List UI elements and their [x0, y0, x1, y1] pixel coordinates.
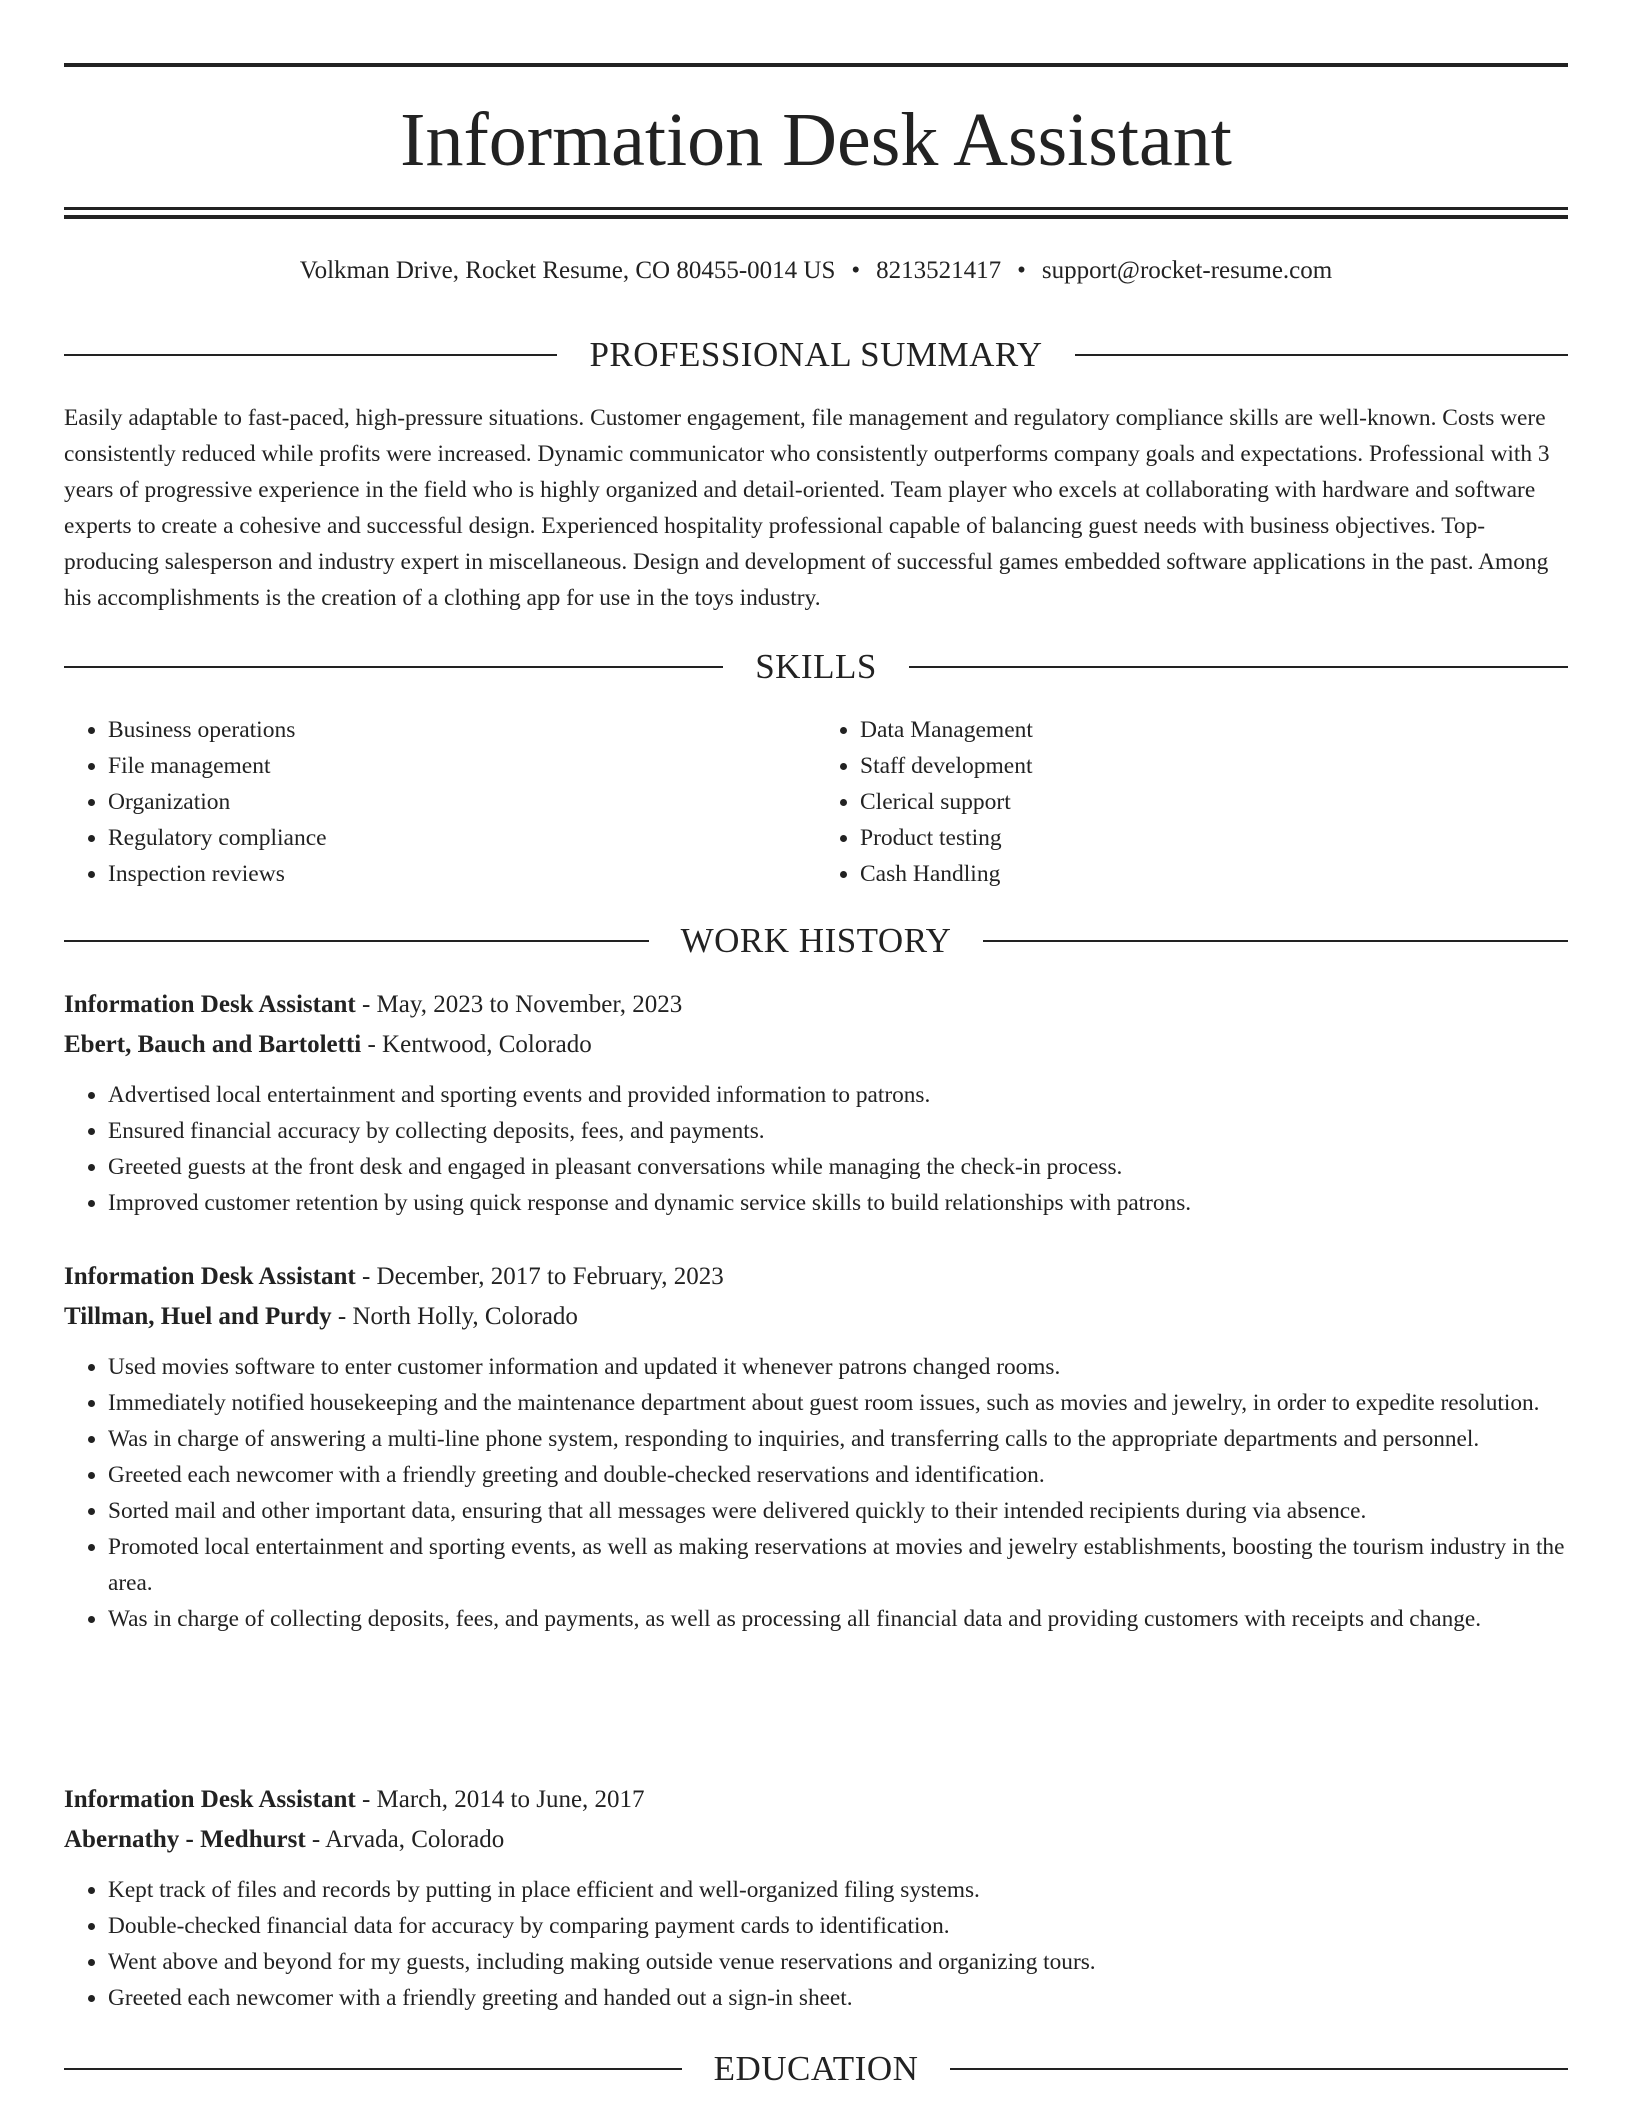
job-bullet: • Promoted local entertainment and sporting events, as well as making reservations at movies and jewelry establishments, boosting the tourism industry in the area. — [108, 1529, 1568, 1601]
contact-email: support@rocket-resume.com — [1041, 257, 1333, 284]
section-title: PROFESSIONAL SUMMARY — [589, 335, 1043, 374]
job-bullet: • Double-checked financial data for accuracy by comparing payment cards to identification. — [108, 1908, 1568, 1944]
contact-separator: • — [851, 257, 861, 284]
job-bullets — [64, 1872, 1568, 2016]
job-entry — [64, 1780, 1568, 2016]
job-bullet: • Greeted guests at the front desk and engaged in pleasant conversations while managing the check-in process. — [108, 1149, 1568, 1185]
job-company-line — [64, 1820, 1568, 1860]
job-entry — [64, 985, 1568, 1221]
summary-text: Easily adaptable to fast-paced, high-pressure situations. Customer engagement, file management and regulatory compliance skills are well-known. Costs were consistently reduced while profits were increased. Dynamic communicator who consistently outperforms company goals and expectations. Professional with 3 years of progressive experience in the field who is highly organized and detail-oriented. Team player who excels at collaborating with hardware and software experts to create a cohesive and successful design. Experienced hospitality professional capable of balancing guest needs with business objectives. Top-producing salesperson and industry expert in miscellaneous. Design and development of successful games embedded software applications in the past. Among his accomplishments is the creation of a clothing app for use in the toys industry. — [64, 405, 1550, 611]
job-bullet: • Advertised local entertainment and sporting events and provided information to patrons. — [108, 1077, 1568, 1113]
job-company: Tillman, Huel and Purdy — [64, 1303, 332, 1330]
contact-line — [64, 255, 1568, 287]
job-bullet: • Was in charge of collecting deposits, fees, and payments, as well as processing all financial data and providing customers with receipts and change. — [108, 1601, 1568, 1637]
job-entry — [64, 1257, 1568, 1637]
heading-rule-right — [983, 940, 1568, 942]
job-title-line — [64, 1257, 1568, 1297]
contact-phone: 8213521417 — [876, 257, 1002, 284]
job-company-line — [64, 1025, 1568, 1065]
job-bullet: • Improved customer retention by using quick response and dynamic service skills to build relationships with patrons. — [108, 1185, 1568, 1221]
job-bullet: • Went above and beyond for my guests, including making outside venue reservations and organizing tours. — [108, 1944, 1568, 1980]
job-company: Abernathy - Medhurst — [64, 1826, 306, 1853]
job-bullet: • Greeted each newcomer with a friendly greeting and handed out a sign-in sheet. — [108, 1980, 1568, 2016]
job-location: - Kentwood, Colorado — [361, 1031, 592, 1058]
header-bottom-rule-thick — [64, 215, 1568, 219]
heading-rule-left — [64, 2068, 682, 2070]
job-company-line — [64, 1297, 1568, 1337]
section-heading-skills — [64, 645, 1568, 689]
contact-separator: • — [1017, 257, 1026, 284]
heading-rule-right — [909, 666, 1568, 668]
job-bullet: • Greeted each newcomer with a friendly greeting and double-checked reservations and identification. — [108, 1457, 1568, 1493]
job-title: Information Desk Assistant — [64, 991, 356, 1018]
header-bottom-rule-thin — [64, 207, 1568, 210]
section-title: SKILLS — [755, 647, 877, 686]
job-bullets — [64, 1077, 1568, 1221]
job-bullet: • Was in charge of answering a multi-line phone system, responding to inquiries, and transferring calls to the appropriate departments and personnel. — [108, 1421, 1568, 1457]
job-bullet: • Immediately notified housekeeping and the maintenance department about guest room issues, such as movies and jewelry, in order to expedite resolution. — [108, 1385, 1568, 1421]
job-location: - North Holly, Colorado — [331, 1303, 578, 1330]
job-dates: - March, 2014 to June, 2017 — [355, 1786, 645, 1813]
heading-rule-right — [1075, 354, 1568, 356]
skill-item: • Inspection reviews — [108, 856, 816, 892]
skill-item: • Clerical support — [860, 784, 1568, 820]
job-title: Information Desk Assistant — [64, 1263, 356, 1290]
job-company: Ebert, Bauch and Bartoletti — [64, 1031, 362, 1058]
job-bullet: • Sorted mail and other important data, ensuring that all messages were delivered quickly to their intended recipients during via absence. — [108, 1493, 1568, 1529]
heading-rule-left — [64, 354, 557, 356]
section-heading-education — [64, 2047, 1568, 2091]
contact-address: Volkman Drive, Rocket Resume, CO 80455-0014 US — [299, 257, 836, 284]
job-bullet: • Ensured financial accuracy by collecting deposits, fees, and payments. — [108, 1113, 1568, 1149]
skills-column-left — [64, 712, 816, 892]
job-bullet: • Used movies software to enter customer information and updated it whenever patrons changed rooms. — [108, 1349, 1568, 1385]
section-heading-summary — [64, 333, 1568, 377]
job-title-line — [64, 1780, 1568, 1820]
skill-item: • Business operations — [108, 712, 816, 748]
section-title: EDUCATION — [713, 2049, 919, 2088]
job-bullet: • Kept track of files and records by putting in place efficient and well-organized filing systems. — [108, 1872, 1568, 1908]
job-bullets — [64, 1349, 1568, 1637]
skill-item: • File management — [108, 748, 816, 784]
skill-item: • Product testing — [860, 820, 1568, 856]
skill-item: • Data Management — [860, 712, 1568, 748]
skill-item: • Staff development — [860, 748, 1568, 784]
job-location: - Arvada, Colorado — [305, 1826, 505, 1853]
job-dates: - December, 2017 to February, 2023 — [355, 1263, 724, 1290]
job-dates: - May, 2023 to November, 2023 — [355, 991, 683, 1018]
skill-item: • Organization — [108, 784, 816, 820]
heading-rule-left — [64, 940, 649, 942]
heading-rule-left — [64, 666, 723, 668]
section-heading-work — [64, 919, 1568, 963]
section-title: WORK HISTORY — [680, 921, 952, 960]
heading-rule-right — [950, 2068, 1568, 2070]
skills-column-right — [816, 712, 1568, 892]
page-title: Information Desk Assistant — [400, 98, 1232, 182]
skills-list — [64, 712, 1568, 892]
job-title: Information Desk Assistant — [64, 1786, 356, 1813]
skill-item: • Regulatory compliance — [108, 820, 816, 856]
skill-item: • Cash Handling — [860, 856, 1568, 892]
job-title-line — [64, 985, 1568, 1025]
header-top-rule — [64, 63, 1568, 67]
